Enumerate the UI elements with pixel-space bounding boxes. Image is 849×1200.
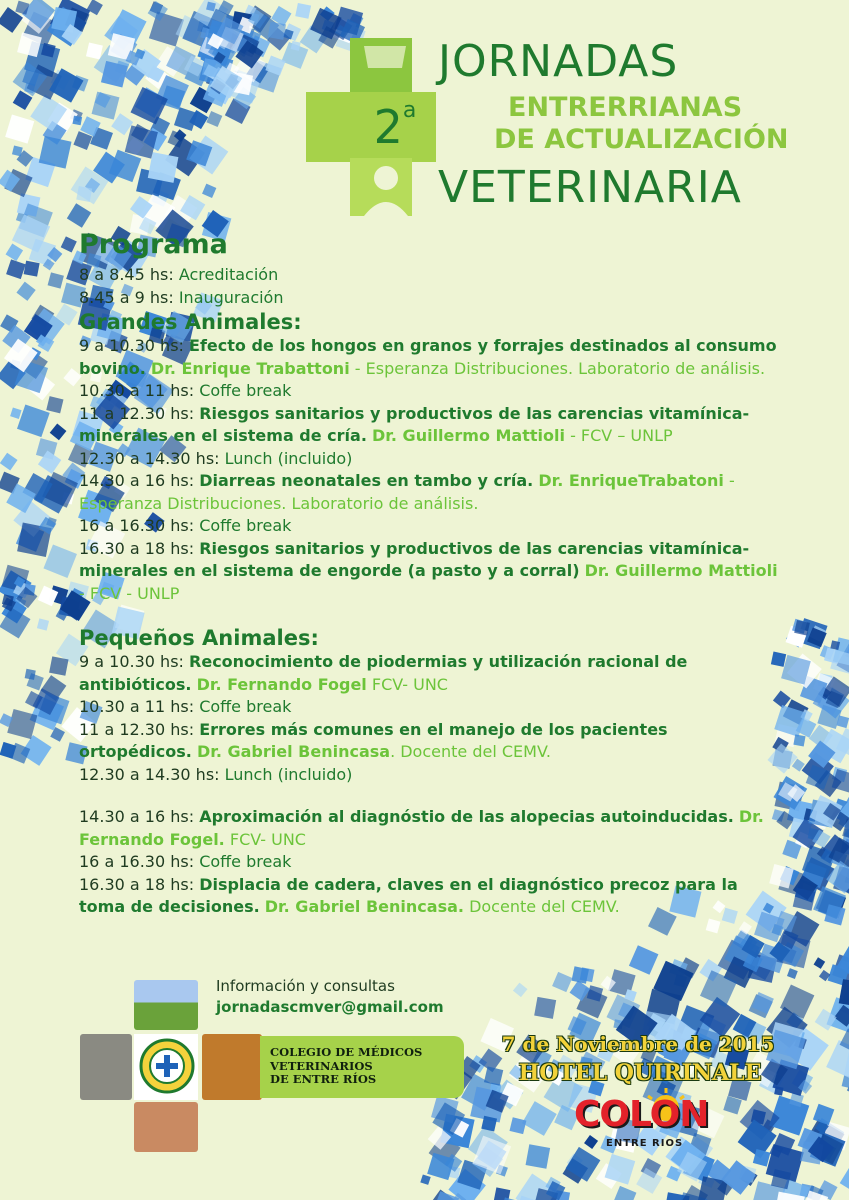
mosaic-tile (295, 3, 311, 19)
edition-number (360, 98, 430, 154)
mosaic-tile (793, 734, 805, 746)
edition-suffix: a (402, 98, 417, 123)
cow-photo (134, 980, 198, 1030)
program-title: Programa (79, 229, 228, 260)
mosaic-tile (840, 1165, 849, 1194)
event-date: 7 de Noviembre de 2015 (501, 1032, 775, 1056)
college-name: COLEGIO DE MÉDICOS VETERINARIOS DE ENTRE RÍOS (270, 1045, 423, 1086)
mosaic-tile (202, 184, 216, 198)
schedule-row: 16.30 a 18 hs: Displacia de cadera, claves en el diagnóstico precoz para la toma de decisiones. Dr. Gabriel Benincasa. Docente del CEMV. (79, 874, 738, 916)
mosaic-tile (49, 656, 68, 675)
mosaic-tile (61, 236, 77, 252)
mosaic-tile (46, 396, 63, 413)
contact-info (216, 976, 444, 1018)
college-banner (260, 1036, 464, 1098)
mosaic-tile (206, 111, 222, 127)
schedule-row: 8.45 a 9 hs: Inauguración (79, 287, 284, 307)
contact-email[interactable]: jornadascmver@gmail.com (216, 998, 444, 1016)
mosaic-tile (787, 968, 798, 979)
dog-photo (202, 1034, 262, 1100)
mosaic-tile (174, 107, 198, 131)
schedule-row: 8 a 8.45 hs: Acreditación (79, 265, 279, 284)
mosaic-tile (148, 152, 179, 183)
title-actualizacion: DE ACTUALIZACIÓN (494, 124, 789, 155)
schedule-row: 14.30 a 16 hs: Diarreas neonatales en tambo y cría. Dr. EnriqueTrabatoni - Esperanza Distribuciones. Laboratorio de análisis. (79, 471, 735, 513)
mosaic-tile (534, 997, 556, 1019)
schedule-row: 16 a 16.30 hs: Coffe break (79, 516, 292, 535)
mosaic-tile (842, 1075, 849, 1089)
mosaic-tile (6, 259, 26, 279)
mosaic-tile (613, 1186, 636, 1200)
mosaic-tile (43, 544, 77, 578)
cat-photo (80, 1034, 132, 1100)
section-large-animals: Grandes Animales: (79, 310, 302, 334)
mosaic-tile (73, 116, 83, 126)
college-emblem-icon (139, 1038, 195, 1094)
mosaic-tile (572, 966, 589, 983)
man-with-dog-photo (134, 1102, 198, 1152)
schedule-row: 9 a 10.30 hs: Efecto de los hongos en granos y forrajes destinados al consumo bovino. Dr. Enrique Trabattoni - Esperanza Distribuciones. Laboratorio de análisis. (79, 336, 777, 378)
colon-city-logo: COLON (574, 1094, 709, 1135)
title-veterinaria: VETERINARIA (438, 162, 742, 213)
mosaic-tile (509, 1117, 526, 1134)
mosaic-tile (513, 983, 528, 998)
mosaic-tile (37, 618, 49, 630)
edition-digit: 2 (373, 100, 403, 154)
mosaic-tile (526, 1144, 551, 1169)
colon-city-subtitle: ENTRE RIOS (606, 1138, 684, 1149)
title-jornadas: JORNADAS (438, 36, 679, 87)
section-small-animals: Pequeños Animales: (79, 626, 319, 650)
mosaic-tile (16, 282, 35, 301)
mosaic-tile (10, 408, 21, 419)
mosaic-tile (706, 919, 721, 934)
mosaic-tile (87, 0, 103, 15)
mosaic-tile (494, 1187, 511, 1200)
schedule-row: 14.30 a 16 hs: Aproximación al diagnóstio de las alopecias autoinducidas. Dr. Fernando Fogel. FCV- UNC (79, 807, 764, 849)
schedule-row: 11 a 12.30 hs: Errores más comunes en el manejo de los pacientes ortopédicos. Dr. Gabriel Benincasa. Docente del CEMV. (79, 719, 668, 761)
mosaic-tile (50, 423, 67, 440)
title-entrerrianas: ENTRERRIANAS (508, 92, 743, 123)
schedule-row: 11 a 12.30 hs: Riesgos sanitarios y productivos de las carencias vitamínica-minerales en el sistema de cría. Dr. Guillermo Mattioli - FCV – UNLP (79, 403, 750, 445)
mosaic-tile (39, 136, 72, 169)
mosaic-tile (793, 888, 816, 911)
mosaic-tile (48, 272, 64, 288)
mosaic-tile (6, 244, 24, 262)
mosaic-tile (92, 92, 120, 120)
schedule-row: 9 a 10.30 hs: Reconocimiento de piodermias y utilización racional de antibióticos. Dr. Fernando Fogel FCV- UNC (79, 652, 688, 694)
mosaic-tile (814, 957, 826, 969)
mosaic-tile (5, 114, 34, 143)
schedule-row: 10.30 a 11 hs: Coffe break (79, 697, 292, 716)
mosaic-tile (86, 43, 103, 60)
schedule-row: 12.30 a 14.30 hs: Lunch (incluido) (79, 448, 353, 468)
schedule-row: 12.30 a 14.30 hs: Lunch (incluido) (79, 764, 353, 784)
schedule-row: 10.30 a 11 hs: Coffe break (79, 381, 292, 400)
mosaic-tile (522, 1101, 557, 1136)
mosaic-tile (636, 1168, 662, 1194)
schedule-row: 16 a 16.30 hs: Coffe break (79, 852, 292, 871)
mosaic-tile (268, 22, 286, 40)
mosaic-tile (17, 404, 50, 437)
schedule-row: 16.30 a 18 hs: Riesgos sanitarios y productivos de las carencias vitamínica-minerales en el sistema de engorde (a pasto y a corral) Dr. Guillermo Mattioli - FCV - UNLP (79, 538, 778, 603)
mosaic-tile (813, 1104, 834, 1125)
mosaic-tile (794, 620, 810, 636)
mosaic-tile (420, 1174, 430, 1184)
mosaic-tile (24, 261, 40, 277)
event-venue: HOTEL QUIRINALE (518, 1060, 762, 1086)
mosaic-tile (629, 945, 659, 975)
mosaic-tile (67, 203, 91, 227)
program (79, 228, 779, 919)
mosaic-tile (552, 972, 572, 992)
info-label: Información y consultas (216, 977, 395, 995)
mosaic-tile (0, 453, 18, 471)
